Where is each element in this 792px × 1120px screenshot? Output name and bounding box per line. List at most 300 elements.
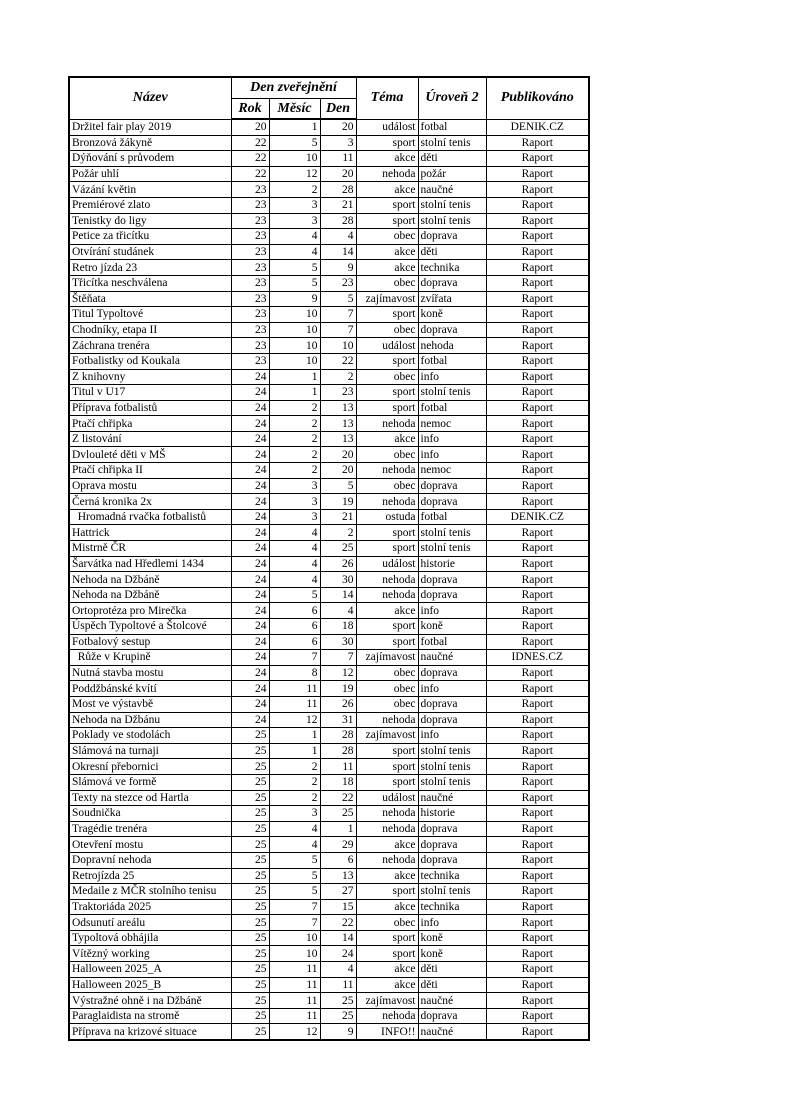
- cell-tema: akce: [356, 603, 418, 619]
- cell-uroven2: info: [418, 728, 486, 744]
- cell-publikovano: Raport: [486, 603, 589, 619]
- table-row: [69, 322, 589, 338]
- table-row: [69, 759, 589, 775]
- cell-rok: 25: [231, 790, 269, 806]
- cell-publikovano: Raport: [486, 400, 589, 416]
- cell-rok: 25: [231, 837, 269, 853]
- cell-uroven2: stolní tenis: [418, 541, 486, 557]
- cell-mesic: 3: [269, 494, 320, 510]
- cell-mesic: 5: [269, 260, 320, 276]
- cell-uroven2: technika: [418, 868, 486, 884]
- cell-uroven2: děti: [418, 244, 486, 260]
- cell-tema: nehoda: [356, 712, 418, 728]
- cell-nazev: Nehoda na Džbánu: [69, 712, 231, 728]
- table-row: [69, 338, 589, 354]
- cell-publikovano: Raport: [486, 696, 589, 712]
- cell-nazev: Otevření mostu: [69, 837, 231, 853]
- table-row: [69, 946, 589, 962]
- cell-rok: 25: [231, 946, 269, 962]
- cell-tema: akce: [356, 182, 418, 198]
- cell-mesic: 11: [269, 696, 320, 712]
- cell-nazev: Premiérové zlato: [69, 197, 231, 213]
- cell-publikovano: Raport: [486, 837, 589, 853]
- cell-nazev: Okresní přebornici: [69, 759, 231, 775]
- header-rok: Rok: [231, 99, 269, 120]
- cell-uroven2: děti: [418, 977, 486, 993]
- cell-nazev: Výstražné ohně i na Džbáně: [69, 993, 231, 1009]
- cell-tema: nehoda: [356, 806, 418, 822]
- table-row: [69, 1008, 589, 1024]
- cell-mesic: 3: [269, 213, 320, 229]
- cell-den: 13: [320, 416, 356, 432]
- cell-nazev: Černá kronika 2x: [69, 494, 231, 510]
- cell-den: 29: [320, 837, 356, 853]
- cell-publikovano: Raport: [486, 619, 589, 635]
- cell-mesic: 12: [269, 1024, 320, 1040]
- cell-tema: obec: [356, 681, 418, 697]
- cell-mesic: 11: [269, 993, 320, 1009]
- cell-uroven2: nemoc: [418, 463, 486, 479]
- cell-uroven2: doprava: [418, 229, 486, 245]
- cell-nazev: Halloween 2025_A: [69, 962, 231, 978]
- table-row: [69, 275, 589, 291]
- cell-tema: sport: [356, 774, 418, 790]
- cell-tema: ostuda: [356, 509, 418, 525]
- cell-tema: sport: [356, 634, 418, 650]
- cell-mesic: 10: [269, 353, 320, 369]
- cell-mesic: 6: [269, 603, 320, 619]
- table-row: [69, 307, 589, 323]
- cell-rok: 24: [231, 447, 269, 463]
- cell-nazev: Fotbalový sestup: [69, 634, 231, 650]
- cell-den: 28: [320, 743, 356, 759]
- header-den-zverejneni: Den zveřejnění: [231, 77, 356, 99]
- cell-mesic: 5: [269, 587, 320, 603]
- cell-den: 25: [320, 541, 356, 557]
- cell-publikovano: Raport: [486, 416, 589, 432]
- cell-mesic: 11: [269, 962, 320, 978]
- cell-mesic: 10: [269, 338, 320, 354]
- cell-rok: 23: [231, 275, 269, 291]
- cell-tema: obec: [356, 369, 418, 385]
- cell-den: 7: [320, 307, 356, 323]
- cell-rok: 23: [231, 338, 269, 354]
- cell-den: 26: [320, 696, 356, 712]
- cell-nazev: Vítězný working: [69, 946, 231, 962]
- cell-den: 28: [320, 213, 356, 229]
- cell-den: 22: [320, 353, 356, 369]
- cell-publikovano: Raport: [486, 884, 589, 900]
- cell-rok: 24: [231, 509, 269, 525]
- cell-rok: 24: [231, 665, 269, 681]
- cell-publikovano: Raport: [486, 946, 589, 962]
- table-row: [69, 182, 589, 198]
- cell-den: 11: [320, 977, 356, 993]
- cell-rok: 24: [231, 556, 269, 572]
- cell-publikovano: Raport: [486, 899, 589, 915]
- cell-uroven2: naučné: [418, 1024, 486, 1040]
- cell-mesic: 4: [269, 572, 320, 588]
- table-row: [69, 369, 589, 385]
- cell-rok: 24: [231, 650, 269, 666]
- cell-den: 19: [320, 494, 356, 510]
- cell-rok: 24: [231, 572, 269, 588]
- cell-publikovano: Raport: [486, 993, 589, 1009]
- cell-tema: událost: [356, 790, 418, 806]
- header-mesic: Měsíc: [269, 99, 320, 120]
- cell-mesic: 5: [269, 135, 320, 151]
- cell-publikovano: Raport: [486, 977, 589, 993]
- cell-nazev: Slámová ve formě: [69, 774, 231, 790]
- cell-den: 19: [320, 681, 356, 697]
- table-row: [69, 681, 589, 697]
- cell-den: 20: [320, 447, 356, 463]
- cell-uroven2: naučné: [418, 182, 486, 198]
- cell-publikovano: Raport: [486, 431, 589, 447]
- cell-publikovano: Raport: [486, 962, 589, 978]
- cell-uroven2: fotbal: [418, 634, 486, 650]
- table-row: [69, 603, 589, 619]
- cell-mesic: 3: [269, 806, 320, 822]
- table-row: [69, 696, 589, 712]
- table-row: [69, 899, 589, 915]
- cell-uroven2: stolní tenis: [418, 759, 486, 775]
- cell-uroven2: doprava: [418, 1008, 486, 1024]
- cell-rok: 24: [231, 587, 269, 603]
- cell-uroven2: doprava: [418, 494, 486, 510]
- cell-uroven2: koně: [418, 930, 486, 946]
- cell-uroven2: stolní tenis: [418, 525, 486, 541]
- cell-nazev: Chodníky, etapa II: [69, 322, 231, 338]
- cell-tema: obec: [356, 447, 418, 463]
- cell-uroven2: koně: [418, 307, 486, 323]
- cell-publikovano: Raport: [486, 930, 589, 946]
- cell-uroven2: stolní tenis: [418, 743, 486, 759]
- cell-tema: nehoda: [356, 1008, 418, 1024]
- articles-table: [68, 76, 590, 1041]
- cell-tema: sport: [356, 759, 418, 775]
- table-row: [69, 494, 589, 510]
- cell-nazev: Ptačí chřipka: [69, 416, 231, 432]
- cell-uroven2: naučné: [418, 650, 486, 666]
- cell-rok: 25: [231, 930, 269, 946]
- cell-rok: 25: [231, 774, 269, 790]
- cell-nazev: Hromadná rvačka fotbalistů: [69, 509, 231, 525]
- table-row: [69, 213, 589, 229]
- cell-nazev: Příprava fotbalistů: [69, 400, 231, 416]
- cell-nazev: Medaile z MČR stolního tenisu: [69, 884, 231, 900]
- cell-rok: 24: [231, 603, 269, 619]
- cell-nazev: Petice za třicítku: [69, 229, 231, 245]
- cell-publikovano: Raport: [486, 774, 589, 790]
- cell-uroven2: doprava: [418, 696, 486, 712]
- cell-tema: akce: [356, 868, 418, 884]
- cell-publikovano: Raport: [486, 665, 589, 681]
- cell-tema: obec: [356, 322, 418, 338]
- cell-uroven2: stolní tenis: [418, 774, 486, 790]
- cell-mesic: 1: [269, 743, 320, 759]
- cell-tema: událost: [356, 338, 418, 354]
- cell-mesic: 2: [269, 182, 320, 198]
- cell-tema: obec: [356, 696, 418, 712]
- cell-publikovano: Raport: [486, 447, 589, 463]
- cell-publikovano: Raport: [486, 135, 589, 151]
- cell-nazev: Traktoriáda 2025: [69, 899, 231, 915]
- cell-rok: 25: [231, 1008, 269, 1024]
- cell-nazev: Most ve výstavbě: [69, 696, 231, 712]
- cell-rok: 24: [231, 463, 269, 479]
- cell-tema: akce: [356, 431, 418, 447]
- cell-rok: 23: [231, 322, 269, 338]
- cell-uroven2: koně: [418, 619, 486, 635]
- cell-mesic: 4: [269, 556, 320, 572]
- cell-uroven2: info: [418, 369, 486, 385]
- cell-publikovano: Raport: [486, 494, 589, 510]
- cell-nazev: Štěňata: [69, 291, 231, 307]
- cell-mesic: 4: [269, 837, 320, 853]
- cell-mesic: 11: [269, 977, 320, 993]
- cell-rok: 23: [231, 197, 269, 213]
- cell-den: 6: [320, 852, 356, 868]
- cell-uroven2: doprava: [418, 587, 486, 603]
- cell-uroven2: nehoda: [418, 338, 486, 354]
- cell-rok: 25: [231, 821, 269, 837]
- cell-mesic: 11: [269, 681, 320, 697]
- cell-rok: 23: [231, 260, 269, 276]
- cell-mesic: 3: [269, 478, 320, 494]
- cell-den: 31: [320, 712, 356, 728]
- cell-uroven2: info: [418, 447, 486, 463]
- cell-nazev: Halloween 2025_B: [69, 977, 231, 993]
- cell-mesic: 4: [269, 229, 320, 245]
- cell-tema: akce: [356, 151, 418, 167]
- cell-den: 23: [320, 275, 356, 291]
- cell-den: 28: [320, 182, 356, 198]
- cell-rok: 24: [231, 494, 269, 510]
- cell-den: 24: [320, 946, 356, 962]
- table-row: [69, 463, 589, 479]
- cell-rok: 24: [231, 712, 269, 728]
- cell-nazev: Paraglaidista na stromě: [69, 1008, 231, 1024]
- cell-nazev: Záchrana trenéra: [69, 338, 231, 354]
- cell-mesic: 1: [269, 119, 320, 135]
- cell-publikovano: Raport: [486, 166, 589, 182]
- cell-publikovano: Raport: [486, 572, 589, 588]
- cell-rok: 25: [231, 993, 269, 1009]
- cell-uroven2: stolní tenis: [418, 197, 486, 213]
- cell-publikovano: Raport: [486, 556, 589, 572]
- cell-publikovano: DENIK.CZ: [486, 509, 589, 525]
- cell-uroven2: technika: [418, 260, 486, 276]
- cell-nazev: Příprava na krizové situace: [69, 1024, 231, 1040]
- cell-tema: sport: [356, 385, 418, 401]
- cell-den: 15: [320, 899, 356, 915]
- cell-den: 27: [320, 884, 356, 900]
- cell-nazev: Tragédie trenéra: [69, 821, 231, 837]
- cell-publikovano: Raport: [486, 182, 589, 198]
- cell-nazev: Třicítka neschválena: [69, 275, 231, 291]
- cell-rok: 24: [231, 634, 269, 650]
- cell-den: 28: [320, 728, 356, 744]
- cell-uroven2: naučné: [418, 790, 486, 806]
- cell-nazev: Tenistky do ligy: [69, 213, 231, 229]
- cell-mesic: 8: [269, 665, 320, 681]
- cell-tema: obec: [356, 915, 418, 931]
- cell-mesic: 2: [269, 400, 320, 416]
- cell-tema: událost: [356, 556, 418, 572]
- cell-tema: zajímavost: [356, 291, 418, 307]
- cell-nazev: Titul v U17: [69, 385, 231, 401]
- table-row: [69, 650, 589, 666]
- cell-rok: 22: [231, 135, 269, 151]
- cell-den: 22: [320, 790, 356, 806]
- cell-uroven2: zvířata: [418, 291, 486, 307]
- cell-rok: 24: [231, 385, 269, 401]
- cell-nazev: Nehoda na Džbáně: [69, 572, 231, 588]
- cell-nazev: Ortoprotéza pro Mirečka: [69, 603, 231, 619]
- cell-rok: 25: [231, 884, 269, 900]
- cell-mesic: 2: [269, 463, 320, 479]
- cell-publikovano: Raport: [486, 681, 589, 697]
- cell-publikovano: Raport: [486, 821, 589, 837]
- table-row: [69, 915, 589, 931]
- cell-uroven2: doprava: [418, 275, 486, 291]
- cell-publikovano: Raport: [486, 728, 589, 744]
- cell-den: 13: [320, 431, 356, 447]
- cell-uroven2: fotbal: [418, 353, 486, 369]
- cell-uroven2: doprava: [418, 665, 486, 681]
- table-row: [69, 135, 589, 151]
- cell-den: 14: [320, 244, 356, 260]
- cell-uroven2: info: [418, 603, 486, 619]
- table-row: [69, 665, 589, 681]
- cell-mesic: 2: [269, 416, 320, 432]
- header-nazev: Název: [69, 77, 231, 119]
- cell-tema: sport: [356, 541, 418, 557]
- cell-tema: nehoda: [356, 463, 418, 479]
- cell-mesic: 5: [269, 884, 320, 900]
- cell-publikovano: Raport: [486, 541, 589, 557]
- cell-rok: 25: [231, 977, 269, 993]
- cell-nazev: Fotbalistky od Koukala: [69, 353, 231, 369]
- cell-rok: 24: [231, 619, 269, 635]
- table-row: [69, 229, 589, 245]
- table-row: [69, 821, 589, 837]
- cell-uroven2: doprava: [418, 837, 486, 853]
- cell-rok: 25: [231, 962, 269, 978]
- cell-den: 3: [320, 135, 356, 151]
- cell-den: 10: [320, 338, 356, 354]
- cell-tema: nehoda: [356, 572, 418, 588]
- cell-publikovano: Raport: [486, 868, 589, 884]
- table-row: [69, 291, 589, 307]
- cell-rok: 25: [231, 743, 269, 759]
- table-row: [69, 166, 589, 182]
- cell-den: 30: [320, 634, 356, 650]
- table-row: [69, 712, 589, 728]
- cell-tema: sport: [356, 930, 418, 946]
- cell-nazev: Z knihovny: [69, 369, 231, 385]
- cell-uroven2: koně: [418, 946, 486, 962]
- cell-tema: sport: [356, 213, 418, 229]
- cell-mesic: 6: [269, 619, 320, 635]
- cell-tema: akce: [356, 962, 418, 978]
- cell-rok: 25: [231, 806, 269, 822]
- cell-publikovano: Raport: [486, 260, 589, 276]
- cell-uroven2: doprava: [418, 712, 486, 728]
- cell-publikovano: Raport: [486, 587, 589, 603]
- cell-nazev: Mistrně ČR: [69, 541, 231, 557]
- cell-mesic: 3: [269, 197, 320, 213]
- cell-den: 5: [320, 291, 356, 307]
- cell-mesic: 2: [269, 431, 320, 447]
- cell-publikovano: Raport: [486, 369, 589, 385]
- cell-publikovano: Raport: [486, 790, 589, 806]
- cell-publikovano: Raport: [486, 307, 589, 323]
- cell-uroven2: historie: [418, 806, 486, 822]
- cell-tema: akce: [356, 899, 418, 915]
- cell-tema: nehoda: [356, 416, 418, 432]
- cell-den: 21: [320, 197, 356, 213]
- cell-nazev: Držitel fair play 2019: [69, 119, 231, 135]
- table-row: [69, 572, 589, 588]
- cell-den: 4: [320, 603, 356, 619]
- cell-den: 20: [320, 463, 356, 479]
- cell-tema: zajímavost: [356, 728, 418, 744]
- cell-publikovano: IDNES.CZ: [486, 650, 589, 666]
- cell-rok: 20: [231, 119, 269, 135]
- cell-publikovano: Raport: [486, 338, 589, 354]
- cell-tema: sport: [356, 197, 418, 213]
- table-row: [69, 837, 589, 853]
- cell-rok: 23: [231, 291, 269, 307]
- cell-nazev: Dopravní nehoda: [69, 852, 231, 868]
- table-row: [69, 790, 589, 806]
- table-row: [69, 260, 589, 276]
- cell-mesic: 4: [269, 541, 320, 557]
- cell-nazev: Požár uhlí: [69, 166, 231, 182]
- cell-rok: 25: [231, 899, 269, 915]
- cell-nazev: Ptačí chřipka II: [69, 463, 231, 479]
- table-row: [69, 509, 589, 525]
- table-row: [69, 385, 589, 401]
- cell-rok: 24: [231, 681, 269, 697]
- cell-uroven2: doprava: [418, 322, 486, 338]
- cell-mesic: 5: [269, 868, 320, 884]
- cell-nazev: Dýňování s průvodem: [69, 151, 231, 167]
- cell-publikovano: Raport: [486, 385, 589, 401]
- cell-mesic: 6: [269, 634, 320, 650]
- cell-rok: 25: [231, 728, 269, 744]
- table-row: [69, 930, 589, 946]
- cell-tema: INFO!!: [356, 1024, 418, 1040]
- cell-den: 11: [320, 151, 356, 167]
- cell-publikovano: Raport: [486, 213, 589, 229]
- cell-den: 30: [320, 572, 356, 588]
- cell-publikovano: Raport: [486, 525, 589, 541]
- cell-den: 9: [320, 260, 356, 276]
- cell-tema: zajímavost: [356, 993, 418, 1009]
- cell-rok: 25: [231, 1024, 269, 1040]
- cell-nazev: Nutná stavba mostu: [69, 665, 231, 681]
- cell-tema: nehoda: [356, 852, 418, 868]
- cell-nazev: Odsunutí areálu: [69, 915, 231, 931]
- cell-publikovano: Raport: [486, 759, 589, 775]
- cell-publikovano: Raport: [486, 1008, 589, 1024]
- cell-publikovano: Raport: [486, 322, 589, 338]
- cell-nazev: Dvlouleté děti v MŠ: [69, 447, 231, 463]
- cell-rok: 23: [231, 182, 269, 198]
